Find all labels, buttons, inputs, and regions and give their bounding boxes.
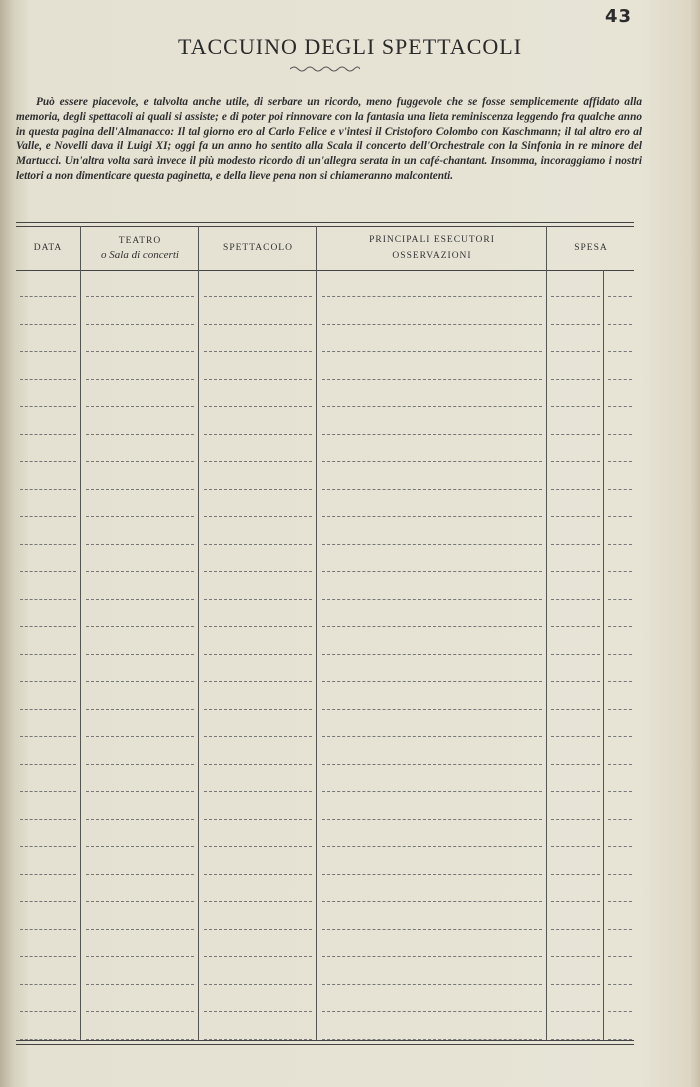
table-row <box>16 490 634 517</box>
header-esecutori <box>318 226 546 270</box>
table-row <box>16 325 634 352</box>
table-row <box>16 545 634 572</box>
table-row <box>16 765 634 792</box>
table-bottom-rule <box>16 1040 634 1041</box>
table-row <box>16 380 634 407</box>
table-row <box>16 573 634 600</box>
table-row <box>16 628 634 655</box>
header-data-label: DATA <box>33 243 63 253</box>
table-row <box>16 463 634 490</box>
header-esecutori-label: PRINCIPALI ESECUTORI <box>369 235 495 245</box>
table-row <box>16 930 634 957</box>
table-row <box>16 820 634 847</box>
page-number: 43 <box>604 6 632 27</box>
header-teatro-label: TEATRO <box>118 235 162 246</box>
header-spettacolo-label: SPETTACOLO <box>223 243 293 253</box>
table-row <box>16 683 634 710</box>
table-row <box>16 655 634 682</box>
header-data <box>16 226 80 270</box>
spectacles-table <box>16 226 634 1050</box>
table-row <box>16 298 634 325</box>
table-row <box>16 903 634 930</box>
header-osservazioni-label: OSSERVAZIONI <box>392 251 472 261</box>
table-row <box>16 985 634 1012</box>
header-spesa <box>548 226 634 270</box>
table-row <box>16 1013 634 1040</box>
table-row <box>16 875 634 902</box>
header-teatro <box>82 226 198 270</box>
header-teatro-sub: o Sala di concerti <box>101 248 179 261</box>
table-row <box>16 848 634 875</box>
table-row <box>16 270 634 297</box>
table-row <box>16 518 634 545</box>
table-row <box>16 600 634 627</box>
header-spettacolo <box>200 226 316 270</box>
table-row <box>16 958 634 985</box>
page-title: TACCUINO DEGLI SPETTACOLI <box>177 34 523 59</box>
top-double-rule <box>16 222 634 223</box>
table-row <box>16 738 634 765</box>
intro-paragraph: Può essere piacevole, e talvolta anche utile, di serbare un ricordo, meno fuggevole che se fosse semplicemente affidato alla memoria, degli spettacoli ai quali si assiste; e di poter poi rinnovare con la fantasia una lieta reminiscenza leggendo fra qualche anno in questa pagina dell'Almanacco: Il tal giorno ero al Carlo Felice e v'intesi il Cristoforo Colombo con Kaschmann; il tal altro ero al Valle, e Novelli dava il Luigi XI; oggi fa un anno ho sentito alla Scala il concerto dell'Orchestrale con la Sinfonia in re minore del Martucci. Un'altra volta sarà invece il più modesto ricordo di un'allegra serata in un café-chantant. Insomma, incoraggiamo i nostri lettori a non dimenticare questa paginetta, e della lieve pena non si chiameranno malcontenti. <box>16 96 642 182</box>
table-row <box>16 435 634 462</box>
table-bottom-rule-double <box>16 1044 634 1045</box>
table-row <box>16 353 634 380</box>
table-row <box>16 710 634 737</box>
wave-ornament-icon <box>290 64 360 74</box>
table-row <box>16 793 634 820</box>
table-row <box>16 408 634 435</box>
header-spesa-label: SPESA <box>574 243 608 253</box>
